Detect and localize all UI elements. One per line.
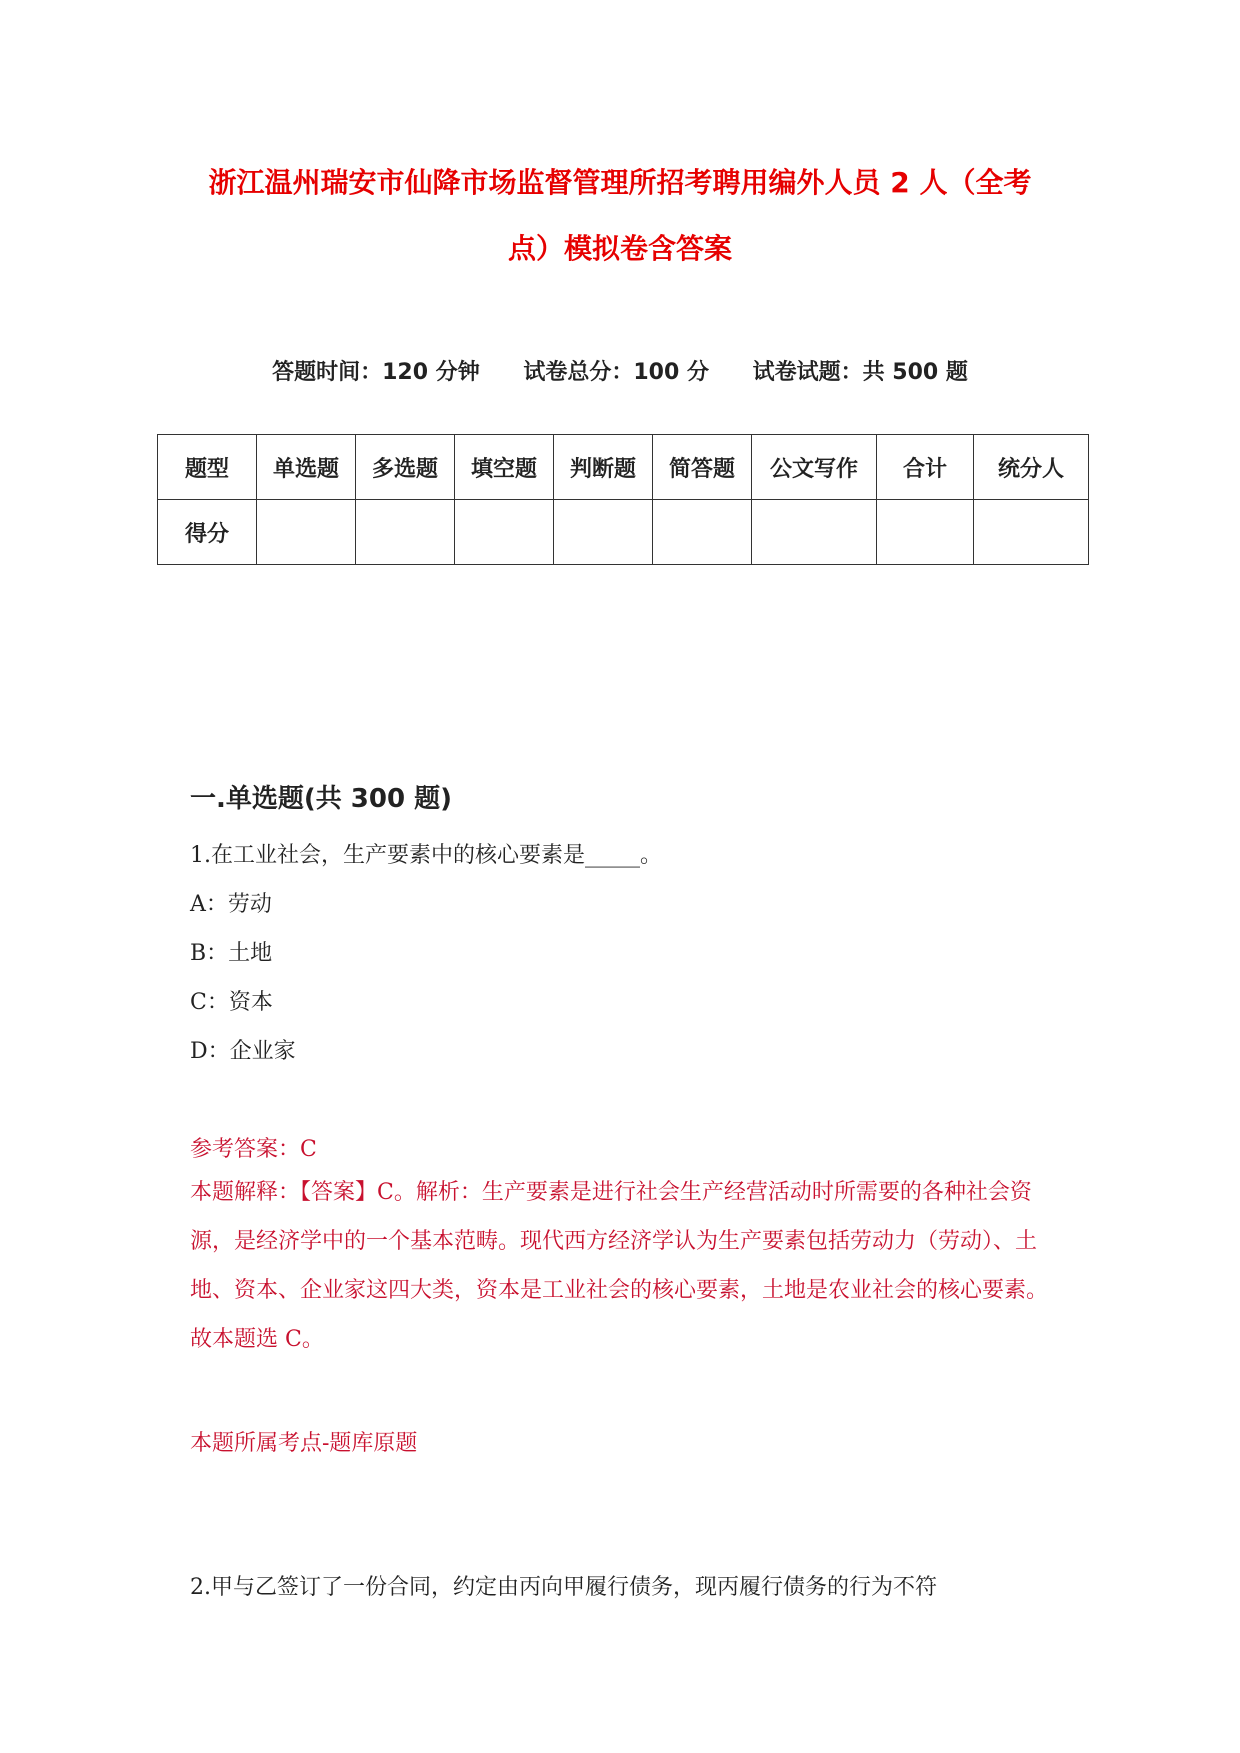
question-1-text: 1.在工业社会，生产要素中的核心要素是_____。 bbox=[190, 843, 662, 868]
score-table-header-row bbox=[158, 435, 1089, 500]
question-1-option-b: B：土地 bbox=[190, 941, 273, 966]
table-header-cell: 简答题 bbox=[653, 435, 752, 500]
section-heading: 一.单选题(共 300 题) bbox=[190, 784, 453, 814]
document-title bbox=[150, 150, 1090, 282]
table-header-cell: 题型 bbox=[158, 435, 257, 500]
score-table bbox=[157, 434, 1089, 565]
table-header-cell: 判断题 bbox=[554, 435, 653, 500]
exam-time: 答题时间：120 分钟 bbox=[272, 360, 480, 385]
score-cell bbox=[974, 500, 1089, 565]
exam-question-count: 试卷试题：共 500 题 bbox=[752, 360, 968, 385]
table-header-cell: 单选题 bbox=[257, 435, 356, 500]
table-header-cell: 公文写作 bbox=[752, 435, 877, 500]
question-1-option-c: C：资本 bbox=[190, 990, 273, 1015]
title-line-2: 点）模拟卷含答案 bbox=[507, 232, 732, 265]
table-header-cell: 填空题 bbox=[455, 435, 554, 500]
score-table-score-row bbox=[158, 500, 1089, 565]
score-cell bbox=[752, 500, 877, 565]
question-1-option-a: A：劳动 bbox=[190, 892, 272, 917]
exam-meta bbox=[150, 355, 1090, 386]
question-1-source: 本题所属考点-题库原题 bbox=[190, 1431, 418, 1456]
title-line-1: 浙江温州瑞安市仙降市场监督管理所招考聘用编外人员 2 人（全考 bbox=[208, 166, 1032, 199]
score-cell bbox=[653, 500, 752, 565]
question-1-answer: 参考答案：C bbox=[190, 1137, 317, 1162]
question-1-option-d: D：企业家 bbox=[190, 1039, 296, 1064]
score-cell bbox=[356, 500, 455, 565]
table-header-cell: 统分人 bbox=[974, 435, 1089, 500]
table-header-cell: 合计 bbox=[877, 435, 974, 500]
score-row-label: 得分 bbox=[158, 500, 257, 565]
table-header-cell: 多选题 bbox=[356, 435, 455, 500]
exam-total-score: 试卷总分：100 分 bbox=[523, 360, 709, 385]
question-1-explanation: 本题解释：【答案】C。解析：生产要素是进行社会生产经营活动时所需要的各种社会资源，是经济学中的一个基本范畴。现代西方经济学认为生产要素包括劳动力（劳动）、土地、资本、企业家这四大类，资本是工业社会的核心要素，土地是农业社会的核心要素。故本题选 C。 bbox=[190, 1180, 1049, 1352]
score-cell bbox=[877, 500, 974, 565]
score-cell bbox=[257, 500, 356, 565]
score-cell bbox=[554, 500, 653, 565]
score-cell bbox=[455, 500, 554, 565]
question-2-text: 2.甲与乙签订了一份合同，约定由丙向甲履行债务，现丙履行债务的行为不符 bbox=[190, 1575, 937, 1600]
